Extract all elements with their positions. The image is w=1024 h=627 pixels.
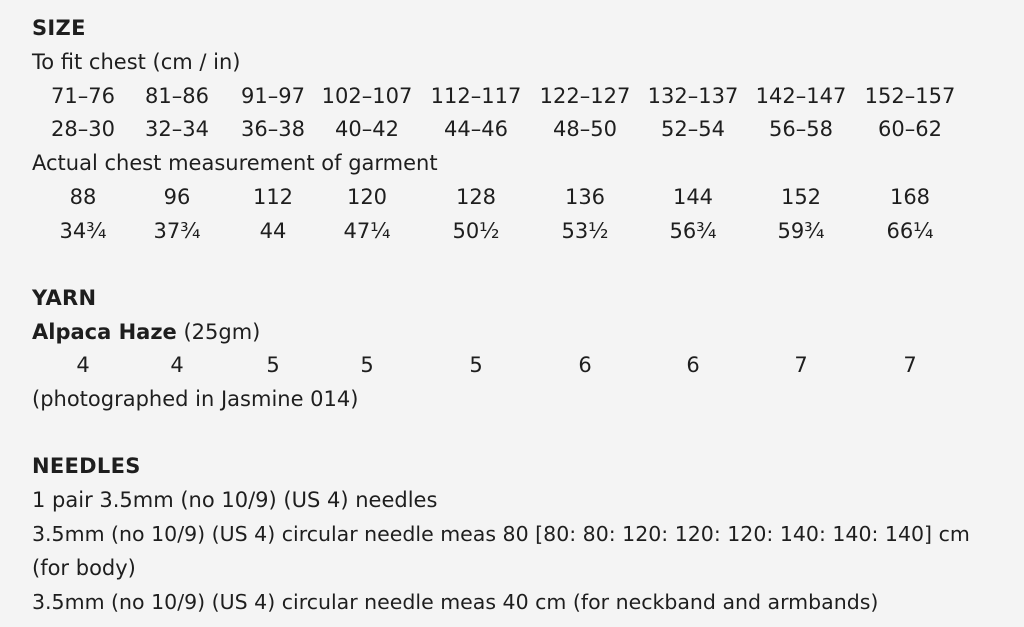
fit-in-cell: 28–30: [51, 117, 115, 141]
fit-in-cell: 60–62: [878, 117, 942, 141]
actual-in-cell: 56¾: [669, 219, 717, 243]
yarn-heading: YARN: [32, 286, 97, 310]
yarn-balls-cell: 6: [578, 353, 592, 377]
actual-cm-cell: 112: [252, 185, 294, 209]
actual-in-cell: 66¼: [886, 219, 934, 243]
actual-cm-row: [0, 183, 1024, 211]
fit-in-cell: 52–54: [661, 117, 725, 141]
actual-in-cell: 47¼: [343, 219, 391, 243]
actual-in-cell: 34¾: [59, 219, 107, 243]
actual-cm-cell: 136: [564, 185, 606, 209]
actual-cm-cell: 120: [346, 185, 388, 209]
actual-in-cell: 44: [259, 219, 287, 243]
fit-in-cell: 36–38: [241, 117, 305, 141]
yarn-balls-cell: 7: [794, 353, 808, 377]
actual-in-cell: 53½: [561, 219, 609, 243]
actual-chest-label: Actual chest measurement of garment: [32, 151, 438, 175]
yarn-balls-cell: 5: [360, 353, 374, 377]
actual-in-row: [0, 217, 1024, 245]
yarn-balls-cell: 7: [903, 353, 917, 377]
yarn-balls-cell: 5: [266, 353, 280, 377]
actual-in-cell: 37¾: [153, 219, 201, 243]
yarn-balls-cell: 4: [76, 353, 90, 377]
actual-cm-cell: 144: [672, 185, 714, 209]
actual-in-cell: 50½: [452, 219, 500, 243]
fit-cm-cell: 112–117: [430, 84, 522, 108]
fit-cm-cell: 102–107: [321, 84, 413, 108]
needles-line-1: 1 pair 3.5mm (no 10/9) (US 4) needles: [32, 488, 438, 512]
yarn-balls-cell: 5: [469, 353, 483, 377]
yarn-balls-row: [0, 351, 1024, 379]
fit-chest-label: To fit chest (cm / in): [32, 50, 241, 74]
actual-cm-cell: 96: [163, 185, 191, 209]
needles-line-2: 3.5mm (no 10/9) (US 4) circular needle meas 80 [80: 80: 120: 120: 120: 140: 140: 140] cm: [32, 522, 970, 546]
actual-cm-cell: 128: [455, 185, 497, 209]
fit-in-cell: 56–58: [769, 117, 833, 141]
fit-cm-cell: 122–127: [539, 84, 631, 108]
yarn-weight: (25gm): [176, 320, 261, 344]
fit-cm-cell: 81–86: [145, 84, 209, 108]
yarn-name-line: [32, 318, 260, 346]
fit-cm-cell: 71–76: [51, 84, 115, 108]
fit-cm-row: [0, 82, 1024, 110]
needles-line-3: (for body): [32, 556, 136, 580]
actual-cm-cell: 152: [780, 185, 822, 209]
actual-in-cell: 59¾: [777, 219, 825, 243]
fit-in-row: [0, 115, 1024, 143]
yarn-photo-note: (photographed in Jasmine 014): [32, 387, 359, 411]
yarn-balls-cell: 4: [170, 353, 184, 377]
fit-cm-cell: 91–97: [241, 84, 305, 108]
needles-heading: NEEDLES: [32, 454, 141, 478]
fit-in-cell: 40–42: [335, 117, 399, 141]
actual-cm-cell: 88: [69, 185, 97, 209]
fit-cm-cell: 152–157: [864, 84, 956, 108]
size-heading: SIZE: [32, 16, 86, 40]
fit-cm-cell: 132–137: [647, 84, 739, 108]
fit-in-cell: 44–46: [444, 117, 508, 141]
fit-in-cell: 32–34: [145, 117, 209, 141]
actual-cm-cell: 168: [889, 185, 931, 209]
needles-line-4: 3.5mm (no 10/9) (US 4) circular needle meas 40 cm (for neckband and armbands): [32, 590, 879, 614]
yarn-name: Alpaca Haze: [32, 320, 177, 344]
fit-in-cell: 48–50: [553, 117, 617, 141]
fit-cm-cell: 142–147: [755, 84, 847, 108]
yarn-balls-cell: 6: [686, 353, 700, 377]
